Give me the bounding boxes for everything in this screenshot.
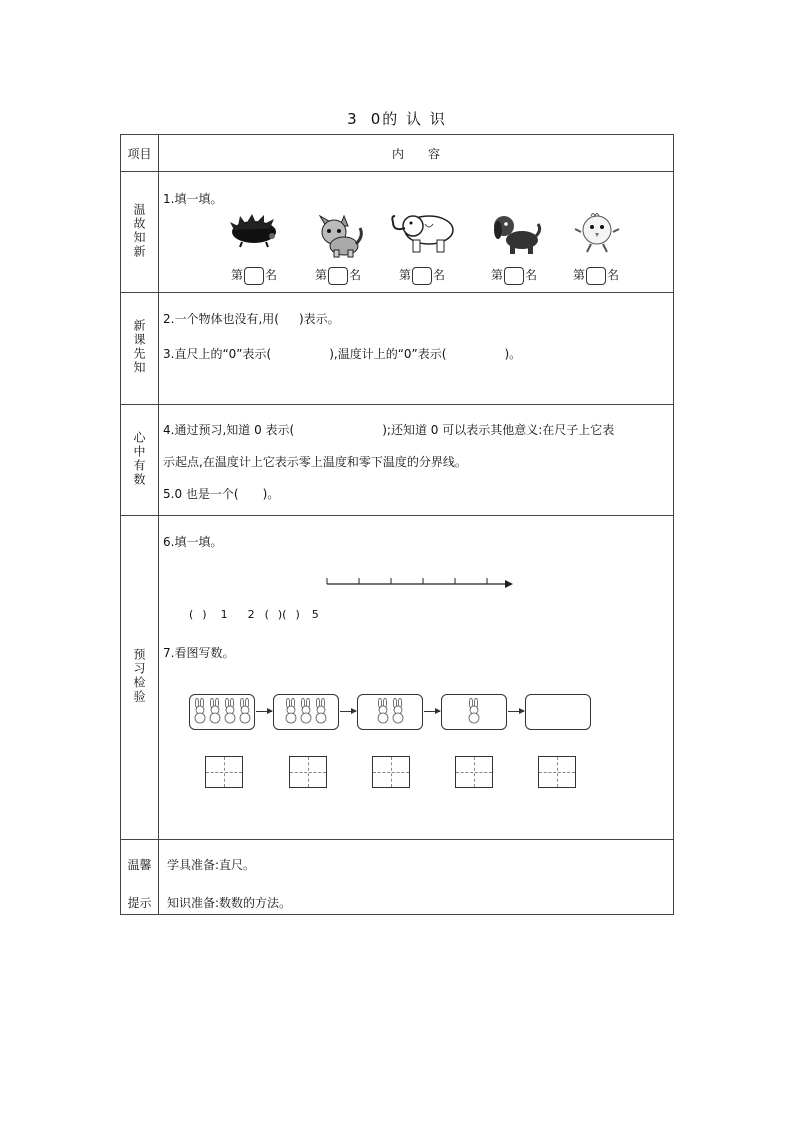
rabbit-box-4 — [189, 694, 255, 730]
elephant-icon — [387, 210, 457, 254]
rank-label: 第 名 — [387, 266, 457, 285]
rank-answer-box[interactable] — [504, 267, 524, 285]
write-number-box[interactable] — [455, 756, 493, 788]
section-check — [159, 516, 674, 840]
rank-answer-box[interactable] — [328, 267, 348, 285]
section-tips — [159, 840, 674, 915]
hedgehog-item — [219, 210, 289, 282]
rabbit-icon — [467, 698, 481, 727]
rabbit-box-1 — [441, 694, 507, 730]
page-title — [0, 108, 794, 129]
title-text: 的 认 识 — [382, 110, 447, 128]
header-content: 内 容 — [159, 135, 674, 172]
title-number: 3 — [347, 110, 367, 128]
question-5: 5.0 也是一个( )。 — [163, 487, 280, 501]
tip-knowledge: 知识准备:数数的方法。 — [167, 896, 292, 910]
section-label-review: 温故知新 — [121, 172, 159, 293]
dog-item — [479, 210, 549, 282]
section-preview — [159, 293, 674, 405]
arrow-icon — [256, 711, 272, 712]
rabbit-icon — [299, 698, 313, 727]
rank-label: 第 名 — [561, 266, 631, 285]
hedgehog-icon — [226, 210, 282, 250]
cat-item — [303, 210, 373, 282]
animal-row — [219, 210, 649, 288]
rabbit-icon — [314, 698, 328, 727]
dog-icon — [486, 210, 542, 256]
rabbit-icon — [284, 698, 298, 727]
rabbit-icon — [376, 698, 390, 727]
cat-icon — [310, 210, 366, 258]
write-number-box[interactable] — [289, 756, 327, 788]
section-mind — [159, 405, 674, 516]
rabbit-box-2 — [357, 694, 423, 730]
header-item: 项目 — [121, 135, 159, 172]
rabbit-icon — [193, 698, 207, 727]
title-zero: 0 — [370, 110, 383, 128]
rank-label: 第 名 — [479, 266, 549, 285]
write-number-box[interactable] — [205, 756, 243, 788]
arrow-icon — [340, 711, 356, 712]
question-3: 3.直尺上的“0”表示( ),温度计上的“0”表示( )。 — [163, 347, 522, 361]
question-4: 4.通过预习,知道 0 表示( );还知道 0 可以表示其他意义:在尺子上它表 — [163, 423, 615, 437]
chick-icon — [571, 210, 621, 256]
question-6: 6.填一填。 — [163, 535, 223, 549]
section-label-mind: 心中有数 — [121, 405, 159, 516]
number-line-labels: ( ) 1 2 ( )( ) 5 — [189, 608, 319, 621]
write-number-box[interactable] — [538, 756, 576, 788]
worksheet-table — [120, 134, 674, 915]
question-1: 1.填一填。 — [163, 192, 223, 206]
rabbit-box-0 — [525, 694, 591, 730]
elephant-item — [387, 210, 457, 282]
rank-label: 第 名 — [219, 266, 289, 285]
question-2: 2.一个物体也没有,用( )表示。 — [163, 312, 340, 326]
write-number-box[interactable] — [372, 756, 410, 788]
rabbit-icon — [223, 698, 237, 727]
section-label-tips: 温馨 提示 — [121, 840, 159, 915]
rabbit-box-3 — [273, 694, 339, 730]
rabbit-icon — [208, 698, 222, 727]
section-label-preview: 新课先知 — [121, 293, 159, 405]
tip-tools: 学具准备:直尺。 — [167, 858, 256, 872]
rabbit-sequence — [189, 694, 599, 734]
number-line — [325, 576, 515, 590]
question-7: 7.看图写数。 — [163, 646, 235, 660]
rank-answer-box[interactable] — [586, 267, 606, 285]
rabbit-icon — [391, 698, 405, 727]
rank-answer-box[interactable] — [412, 267, 432, 285]
arrow-icon — [508, 711, 524, 712]
section-label-check: 预习检验 — [121, 516, 159, 840]
rabbit-icon — [238, 698, 252, 727]
section-review — [159, 172, 674, 293]
rank-answer-box[interactable] — [244, 267, 264, 285]
rank-label: 第 名 — [303, 266, 373, 285]
chick-item — [561, 210, 631, 282]
arrow-icon — [424, 711, 440, 712]
question-4-continued: 示起点,在温度计上它表示零上温度和零下温度的分界线。 — [163, 455, 467, 469]
